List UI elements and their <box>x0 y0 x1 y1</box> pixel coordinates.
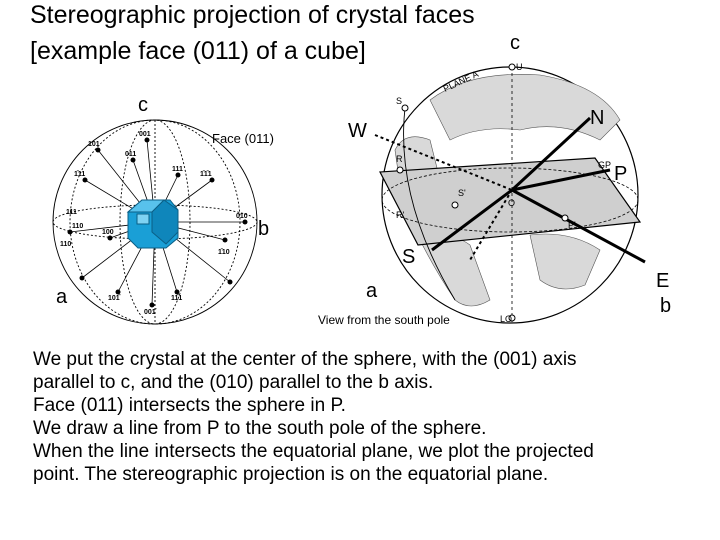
svg-text:011: 011 <box>125 151 137 158</box>
svg-text:1̄10: 1̄10 <box>218 249 230 256</box>
svg-text:1̄11: 1̄11 <box>74 171 86 178</box>
face-011-label: Face (011) <box>212 131 274 146</box>
pole-W-label: W <box>348 120 367 142</box>
explanation-line: Face (011) intersects the sphere in P. <box>33 395 346 416</box>
svg-text:R: R <box>396 154 403 164</box>
south-pole-caption: View from the south pole <box>318 313 450 327</box>
svg-text:11̄1: 11̄1 <box>171 295 183 302</box>
svg-text:PLANE A: PLANE A <box>441 68 480 94</box>
right-axis-c-label: c <box>510 32 520 54</box>
point-P-label: P <box>614 163 628 185</box>
explanation-line: We put the crystal at the center of the sphere, with the (001) axis <box>33 349 577 370</box>
explanation-line: parallel to c, and the (010) parallel to the b axis. <box>33 372 434 393</box>
svg-text:S: S <box>396 96 403 106</box>
right-axis-a-label: a <box>366 280 378 302</box>
svg-text:111: 111 <box>172 166 183 173</box>
svg-text:O: O <box>508 198 516 208</box>
svg-text:110: 110 <box>60 241 72 248</box>
svg-text:001̄: 001̄ <box>144 309 156 316</box>
svg-text:101: 101 <box>88 141 100 148</box>
left-axis-b-label: b <box>258 218 270 240</box>
explanation-line: We draw a line from P to the south pole of the sphere. <box>33 418 487 439</box>
svg-text:S': S' <box>458 188 466 198</box>
right-axis-b-label: b <box>660 295 672 317</box>
left-axis-c-label: c <box>138 94 148 116</box>
svg-text:101̄: 101̄ <box>108 295 120 302</box>
svg-text:010: 010 <box>236 213 248 220</box>
svg-text:LO: LO <box>500 314 513 324</box>
title-line-2: [example face (011) of a cube] <box>30 37 366 65</box>
svg-text:GP: GP <box>598 160 612 170</box>
svg-text:U: U <box>516 62 523 72</box>
title-line-1: Stereographic projection of crystal faces <box>30 1 475 29</box>
svg-text:100: 100 <box>102 229 114 236</box>
pole-E-label: E <box>656 270 670 292</box>
pole-S-label: S <box>402 246 416 268</box>
explanation-line: When the line intersects the equatorial plane, we plot the projected <box>33 441 594 462</box>
pole-N-label: N <box>590 107 605 129</box>
explanation-line: point. The stereographic projection is on the equatorial plane. <box>33 464 549 485</box>
svg-text:111: 111 <box>66 209 77 216</box>
svg-text:P': P' <box>568 220 576 230</box>
pole-label: 001 <box>139 131 151 138</box>
svg-text:110: 110 <box>72 223 84 230</box>
svg-text:1̄1̄1: 1̄1̄1 <box>200 171 212 178</box>
explanation-text <box>33 348 703 486</box>
svg-text:R': R' <box>396 210 405 220</box>
left-axis-a-label: a <box>56 286 68 308</box>
